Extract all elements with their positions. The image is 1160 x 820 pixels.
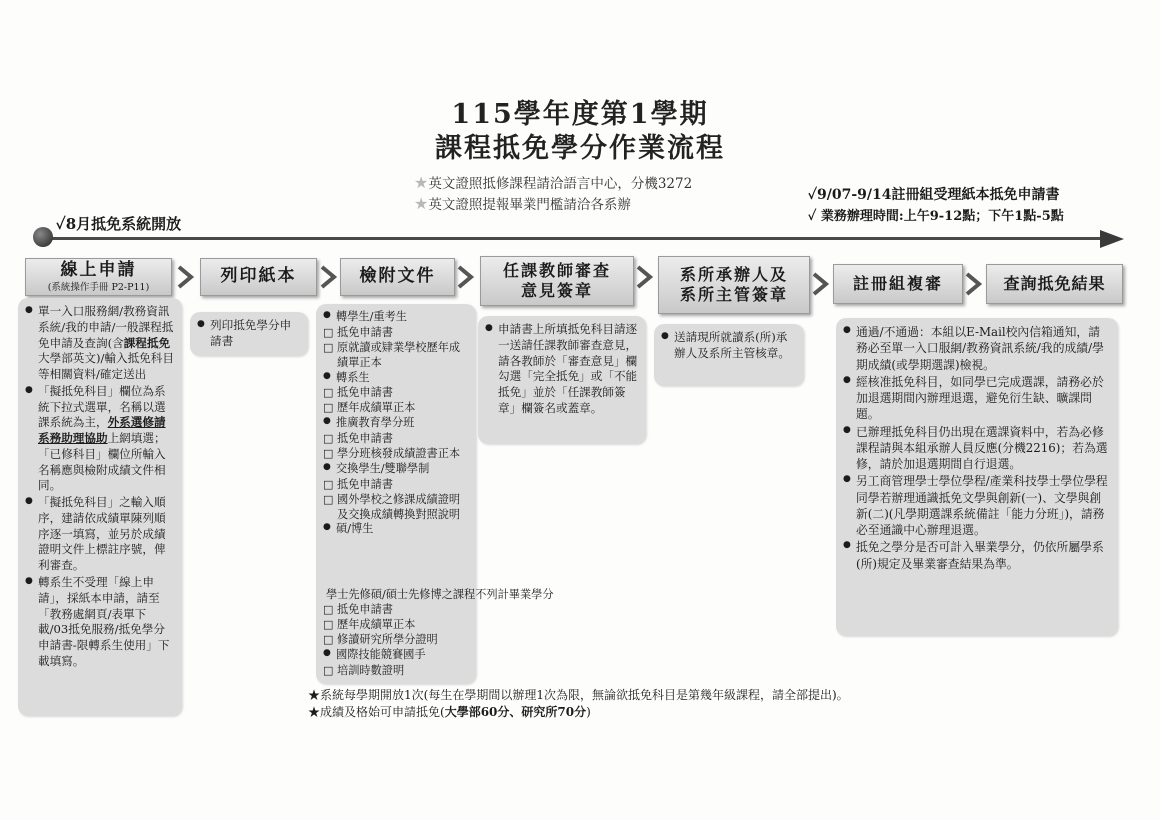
list-item: ● 國際技能競賽國手 bbox=[323, 648, 469, 663]
checkbox-item: □ 原就讀或肄業學校歷年成績單正本 bbox=[323, 341, 469, 371]
list-item: ● 抵免之學分是否可計入畢業學分，仍依所屬學系(所)規定及畢業審查結果為準。 bbox=[843, 539, 1111, 572]
timeline-open-label: ✓8月抵免系統開放 bbox=[56, 215, 182, 233]
list-item: ● 已辦理抵免科目仍出現在選課資料中，若為必修課程請與本組承辦人員反應(分機2216)；若為選修，請於加退選期間自行退選。 bbox=[843, 424, 1111, 473]
timeline-start-dot bbox=[33, 227, 53, 247]
list-item: ● 列印抵免學分申請書 bbox=[197, 318, 301, 350]
list-item: ● 送請現所就讀系(所)承辦人及系所主管核章。 bbox=[661, 330, 797, 362]
list-item: ● 推廣教育學分班 bbox=[323, 416, 469, 431]
checkbox-item: □ 歷年成績單正本 bbox=[323, 618, 469, 633]
box-online-apply bbox=[18, 298, 182, 716]
chevron-right-icon bbox=[634, 265, 656, 289]
list-item: ● 通過/不通過：本組以E-Mail校內信箱通知，請務必至單一入口服網/教務資訊系統/我的成績/學期成績(或學期選課)檢視。 bbox=[843, 324, 1111, 373]
list-item: ● 申請書上所填抵免科目請逐一送請任課教師審查意見，請各教師於「審查意見」欄勾選「完全抵免」或「不能抵免」並於「任課教師簽章」欄簽名或蓋章。 bbox=[485, 322, 639, 417]
box-print-paper bbox=[190, 312, 308, 356]
footer-note-1: ★系統每學期開放1次(每生在學期間以辦理1次為限，無論欲抵免科目是第幾年級課程，請全部提出)。 bbox=[308, 688, 849, 702]
star-icon: ★ bbox=[308, 688, 321, 702]
list-item: ● 轉系生不受理「線上申請」，採紙本申請，請至「教務處網頁/表單下載/03抵免服務/抵免學分申請書-限轉系生使用」下載填寫。 bbox=[25, 575, 175, 670]
step-attach-documents: 檢附文件 bbox=[340, 258, 455, 296]
checkbox-item: □ 學分班核發成績證書正本 bbox=[323, 447, 469, 462]
list-item: ● 交換學生/雙聯學制 bbox=[323, 462, 469, 477]
box-teacher-review bbox=[478, 316, 646, 444]
list-item: ● 轉系生 bbox=[323, 371, 469, 386]
star-icon: ★ bbox=[308, 705, 321, 719]
list-item: ● 經核准抵免科目，如同學已完成選課，請務必於加退選期間內辦理退選，避免衍生缺、曠課問題。 bbox=[843, 374, 1111, 423]
step-print-paper: 列印紙本 bbox=[200, 258, 317, 296]
step-teacher-review: 任課教師審查 意見簽章 bbox=[480, 256, 634, 306]
checkbox-item: □ 抵免申請書 bbox=[323, 432, 469, 447]
list-item: ● 「擬抵免科目」之輸入順序，建請依成績單陳列順序逐一填寫，並另於成績證明文件上標註序號，俾利審查。 bbox=[25, 495, 175, 574]
step-department-approval: 系所承辦人及 系所主管簽章 bbox=[658, 256, 810, 314]
footer-note-2: ★成績及格始可申請抵免(大學部60分、研究所70分) bbox=[308, 705, 591, 719]
checkbox-item: □ 修讀研究所學分證明 bbox=[323, 633, 469, 648]
check-icon: ✓ bbox=[808, 187, 818, 203]
star-icon: ★ bbox=[414, 173, 429, 192]
check-icon: ✓ bbox=[808, 209, 817, 224]
list-item: ● 另工商管理學士學位學程/產業科技學士學位學程同學若辦理通識抵免文學與創新(一)、文學與創新(二)(凡學期選課系統備註「能力分班」)，請務必至通識中心辦理退選。 bbox=[843, 473, 1111, 538]
title-line-1: 115學年度第1學期 bbox=[451, 99, 709, 130]
list-item: ● 「擬抵免科目」欄位為系統下拉式選單，名稱以選課系統為主，外系選修請系務助理協助上網填選；「已修科目」欄位所輸入名稱應與檢附成績文件相同。 bbox=[25, 384, 175, 494]
box-department-approval bbox=[654, 324, 804, 386]
registry-hours: ✓ 業務辦理時間:上午9-12點；下午1點-5點 bbox=[808, 209, 1064, 224]
checkbox-item: □ 培訓時數證明 bbox=[323, 664, 469, 679]
chevron-right-icon bbox=[318, 265, 340, 289]
list-item: ● 碩/博生 bbox=[323, 522, 469, 537]
box-attach-documents-cont bbox=[316, 601, 476, 684]
note-graduation-threshold: ★英文證照提報畢業門檻請洽各系辦 bbox=[414, 194, 631, 213]
list-item: ● 轉學生/重考生 bbox=[323, 310, 469, 325]
step-registry-review: 註冊組複審 bbox=[833, 264, 963, 304]
step-online-apply: 線上申請 (系統操作手冊 P2-P11) bbox=[25, 258, 172, 296]
chevron-right-icon bbox=[455, 265, 477, 289]
star-icon: ★ bbox=[414, 194, 429, 213]
checkbox-item: □ 抵免申請書 bbox=[323, 326, 469, 341]
timeline-arrowhead bbox=[1100, 230, 1124, 248]
note-language-center: ★英文證照抵修課程請洽語言中心，分機3272 bbox=[414, 173, 693, 192]
chevron-right-icon bbox=[810, 272, 832, 296]
box-query-result bbox=[836, 318, 1118, 636]
step-query-result: 查詢抵免結果 bbox=[986, 264, 1123, 304]
checkbox-item: □ 歷年成績單正本 bbox=[323, 401, 469, 416]
registry-dates: ✓9/07-9/14註冊組受理紙本抵免申請書 bbox=[808, 187, 1060, 203]
graduate-note: 學士先修碩/碩士先修博之課程不列計畢業學分 bbox=[326, 588, 554, 601]
checkbox-item: □ 抵免申請書 bbox=[323, 386, 469, 401]
checkbox-item: □ 抵免申請書 bbox=[323, 603, 469, 618]
checkbox-item: □ 抵免申請書 bbox=[323, 478, 469, 493]
timeline-line bbox=[44, 237, 1114, 240]
list-item: ● 單一入口服務網/教務資訊系統/我的申請/一般課程抵免申請及查詢(含課程抵免大學部英文)/輸入抵免科目等相關資料/確定送出 bbox=[25, 304, 175, 383]
checkbox-item: □ 國外學校之修課成績證明及交換成績轉換對照說明 bbox=[323, 493, 469, 523]
chevron-right-icon bbox=[175, 265, 197, 289]
check-icon: ✓ bbox=[56, 215, 66, 233]
chevron-right-icon bbox=[963, 272, 985, 296]
title-line-2: 課程抵免學分作業流程 bbox=[435, 133, 725, 164]
